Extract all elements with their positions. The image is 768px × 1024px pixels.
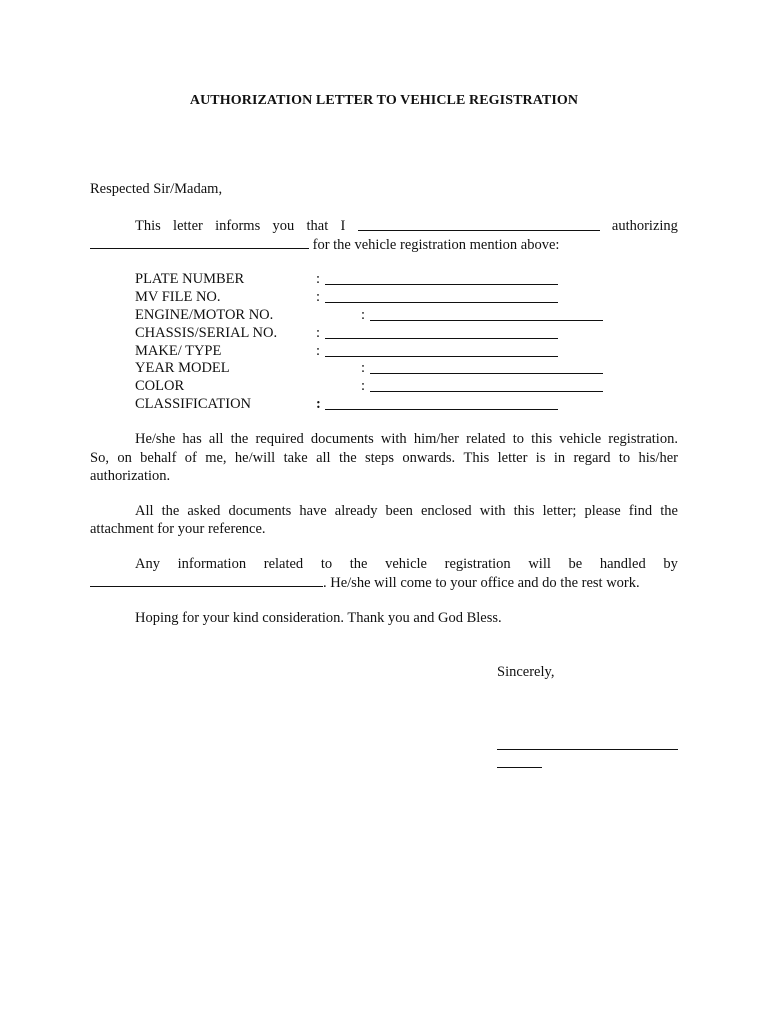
word: already xyxy=(334,503,378,519)
word: enclosed xyxy=(420,503,472,519)
word: So, xyxy=(90,450,109,466)
word: steps xyxy=(365,450,395,466)
word: vehicle xyxy=(385,556,427,572)
field-plate-number: PLATE NUMBER : xyxy=(135,270,695,288)
word: to xyxy=(618,450,631,466)
word: the xyxy=(230,431,249,447)
signature-line-continuation[interactable] xyxy=(497,767,542,768)
word: is xyxy=(535,450,546,466)
letter-title: AUTHORIZATION LETTER TO VEHICLE REGISTRATION xyxy=(189,93,579,108)
word: with xyxy=(479,503,506,519)
word: All xyxy=(135,503,154,519)
color-blank[interactable] xyxy=(370,377,603,392)
word: his/her xyxy=(638,450,678,466)
year-model-blank[interactable] xyxy=(370,359,603,374)
word: the xyxy=(161,503,180,519)
word: asked xyxy=(187,503,221,519)
word: be xyxy=(568,556,583,572)
field-color: COLOR : xyxy=(135,377,695,395)
plate-number-blank[interactable] xyxy=(325,270,558,285)
word: by xyxy=(663,556,678,572)
word: all xyxy=(208,431,224,447)
word: vehicle xyxy=(559,431,602,447)
field-year-model: YEAR MODEL : xyxy=(135,359,695,377)
word: related xyxy=(466,431,506,447)
para4-line-1 xyxy=(135,555,678,573)
word: will xyxy=(528,556,551,572)
field-chassis-serial-no: CHASSIS/SERIAL NO. : xyxy=(135,324,695,342)
para3-line-1 xyxy=(135,502,678,520)
salutation: Respected Sir/Madam, xyxy=(90,181,223,197)
word: letter xyxy=(497,450,528,466)
word: with xyxy=(380,431,407,447)
word: been xyxy=(385,503,413,519)
word: handled xyxy=(599,556,646,572)
word: me, xyxy=(205,450,227,466)
para4-line-2: . He/she will come to your office and do the rest work. xyxy=(90,573,640,592)
representative-name-blank[interactable] xyxy=(90,235,309,249)
word: This xyxy=(463,450,490,466)
word: behalf xyxy=(140,450,177,466)
word: registration. xyxy=(608,431,678,447)
word: have xyxy=(299,503,327,519)
word: to xyxy=(320,556,333,572)
handler-name-blank[interactable] xyxy=(90,573,323,587)
word: information xyxy=(177,556,247,572)
field-mv-file-no: MV FILE NO. : xyxy=(135,288,695,306)
signature-line[interactable] xyxy=(497,749,678,750)
intro-line-1: This letter informs you that I authorizing xyxy=(135,218,678,234)
para2-line-3: authorization. xyxy=(90,468,171,484)
word: to xyxy=(512,431,524,447)
intro-line-2: for the vehicle registration mention above: xyxy=(90,235,559,254)
classification-blank[interactable] xyxy=(325,395,558,410)
para5: Hoping for your kind consideration. Thank you and God Bless. xyxy=(135,610,502,626)
word: He/she xyxy=(135,431,176,447)
word: the xyxy=(660,503,678,519)
engine-motor-no-blank[interactable] xyxy=(370,306,603,321)
word: all xyxy=(316,450,331,466)
mv-file-no-blank[interactable] xyxy=(325,288,558,303)
word: required xyxy=(255,431,304,447)
para2-line-1 xyxy=(135,430,678,448)
word: him/her xyxy=(413,431,459,447)
word: documents xyxy=(310,431,374,447)
field-classification: CLASSIFICATION : xyxy=(135,395,695,413)
make-type-blank[interactable] xyxy=(325,342,558,357)
chassis-serial-no-blank[interactable] xyxy=(325,324,558,339)
word: find xyxy=(628,503,653,519)
word: in xyxy=(553,450,566,466)
word: has xyxy=(182,431,202,447)
authorizer-name-blank[interactable] xyxy=(358,217,600,231)
word: related xyxy=(263,556,304,572)
para2-line-2 xyxy=(90,449,678,467)
word: the xyxy=(338,450,357,466)
word: regard xyxy=(573,450,611,466)
word: registration xyxy=(444,556,511,572)
word: of xyxy=(184,450,197,466)
word: this xyxy=(513,503,535,519)
word: take xyxy=(283,450,308,466)
word: the xyxy=(349,556,368,572)
field-engine-motor-no: ENGINE/MOTOR NO. : xyxy=(135,306,695,324)
word: this xyxy=(531,431,553,447)
word: on xyxy=(117,450,132,466)
field-make-type: MAKE/ TYPE : xyxy=(135,342,695,360)
para3-line-2: attachment for your reference. xyxy=(90,521,266,537)
word: Any xyxy=(135,556,160,572)
word: he/will xyxy=(234,450,276,466)
closing: Sincerely, xyxy=(497,664,555,680)
word: onwards. xyxy=(402,450,456,466)
word: please xyxy=(584,503,621,519)
word: letter; xyxy=(542,503,577,519)
word: documents xyxy=(228,503,292,519)
